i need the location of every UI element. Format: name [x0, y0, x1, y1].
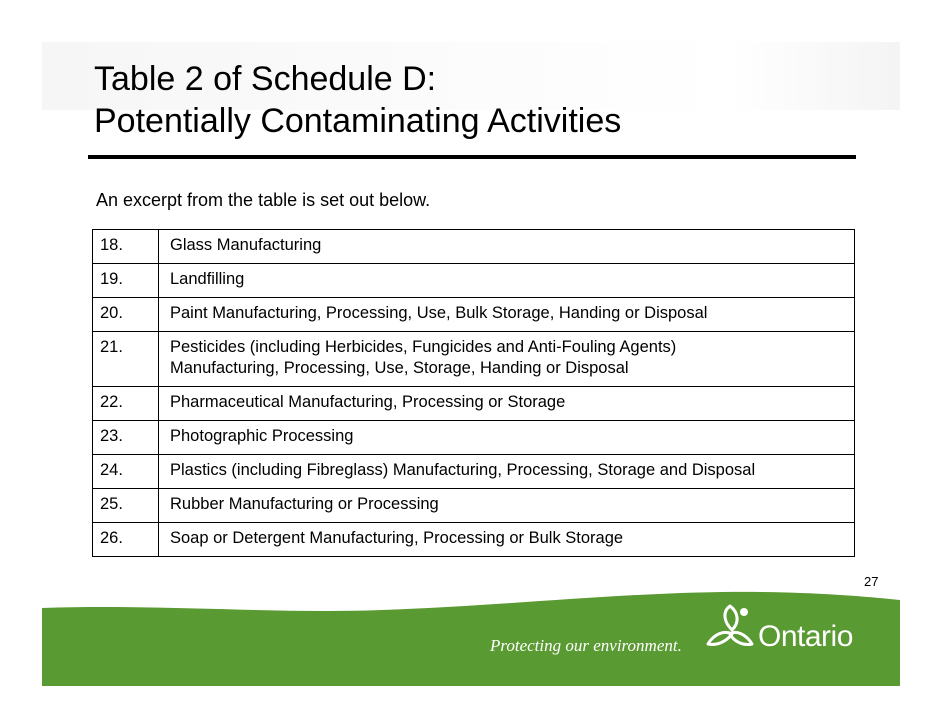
activity-description-line: Photographic Processing	[170, 427, 354, 445]
page-title	[94, 58, 854, 142]
table-row	[93, 332, 855, 387]
activity-description-line: Glass Manufacturing	[170, 236, 322, 254]
activity-number: 23.	[93, 421, 159, 455]
table-row	[93, 264, 855, 298]
activity-description	[159, 332, 855, 387]
table-row	[93, 421, 855, 455]
activity-description	[159, 298, 855, 332]
activity-description-line: Pesticides (including Herbicides, Fungicides and Anti-Fouling Agents)	[170, 338, 677, 356]
title-divider	[88, 155, 856, 159]
activity-number: 22.	[93, 387, 159, 421]
table-row	[93, 455, 855, 489]
activity-description	[159, 387, 855, 421]
activity-description-line: Paint Manufacturing, Processing, Use, Bulk Storage, Handing or Disposal	[170, 304, 708, 322]
activity-number: 18.	[93, 230, 159, 264]
table-row	[93, 489, 855, 523]
activities-table	[92, 229, 855, 557]
activity-number: 19.	[93, 264, 159, 298]
activity-description-line: Pharmaceutical Manufacturing, Processing or Storage	[170, 393, 566, 411]
activity-number: 25.	[93, 489, 159, 523]
activity-number: 21.	[93, 332, 159, 387]
table-row	[93, 523, 855, 557]
activity-description	[159, 421, 855, 455]
activity-description-line: Plastics (including Fibreglass) Manufacturing, Processing, Storage and Disposal	[170, 461, 756, 479]
activity-number: 20.	[93, 298, 159, 332]
trillium-icon	[700, 600, 760, 660]
activity-number: 26.	[93, 523, 159, 557]
table-row	[93, 298, 855, 332]
ontario-wordmark: Ontario	[758, 620, 853, 653]
activity-description-line: Manufacturing, Processing, Use, Storage, Handing or Disposal	[170, 359, 629, 377]
activity-description	[159, 455, 855, 489]
activity-description	[159, 264, 855, 298]
table-row	[93, 230, 855, 264]
intro-text: An excerpt from the table is set out below.	[96, 190, 431, 210]
activity-description-line: Soap or Detergent Manufacturing, Processing or Bulk Storage	[170, 529, 624, 547]
activity-description-line: Landfilling	[170, 270, 245, 288]
page-number: 27	[864, 574, 879, 589]
activity-number: 24.	[93, 455, 159, 489]
table-row	[93, 387, 855, 421]
activity-description	[159, 489, 855, 523]
activity-description	[159, 523, 855, 557]
footer-tagline: Protecting our environment.	[490, 636, 682, 655]
title-line-2: Potentially Contaminating Activities	[94, 102, 622, 140]
activity-description-line: Rubber Manufacturing or Processing	[170, 495, 439, 513]
title-line-1: Table 2 of Schedule D:	[94, 60, 437, 98]
activity-description	[159, 230, 855, 264]
